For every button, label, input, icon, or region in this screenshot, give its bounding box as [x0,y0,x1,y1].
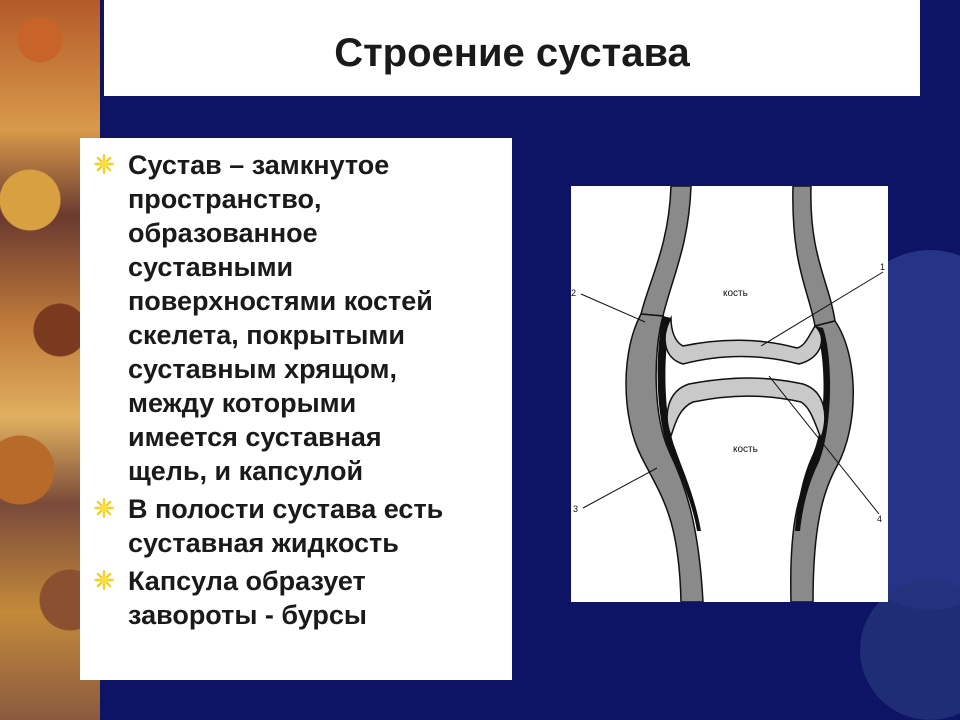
bullet-text: Сустав – замкнутое пространство, образованное суставными поверхностями костей скелета, покрытыми суставным хрящом, между которыми имеется суставная щель, и капсулой [128,150,433,486]
title-banner [104,0,920,96]
lower-bone-label: кость [733,444,758,455]
marker-4: 4 [877,514,883,524]
sun-bullet-icon [94,570,114,590]
sun-bullet-icon [94,498,114,518]
marker-3: 3 [573,504,579,514]
upper-bone-label: кость [723,288,748,299]
upper-articular-cartilage [665,318,821,364]
lower-articular-cartilage [667,378,825,438]
bullet-item [94,148,504,488]
marker-2: 2 [571,288,577,298]
sun-bullet-icon [94,154,114,174]
bullet-item [94,492,504,560]
joint-diagram [571,186,888,602]
bullet-text: Капсула образует завороты - бурсы [128,566,367,630]
bullet-text: В полости сустава есть суставная жидкость [128,494,444,558]
bullet-item [94,564,504,632]
marker-1: 1 [880,262,886,272]
slide-title: Строение сустава [334,30,690,75]
text-panel [80,138,512,680]
joint-diagram-svg [571,186,888,602]
upper-bone-left-wall [641,186,691,316]
